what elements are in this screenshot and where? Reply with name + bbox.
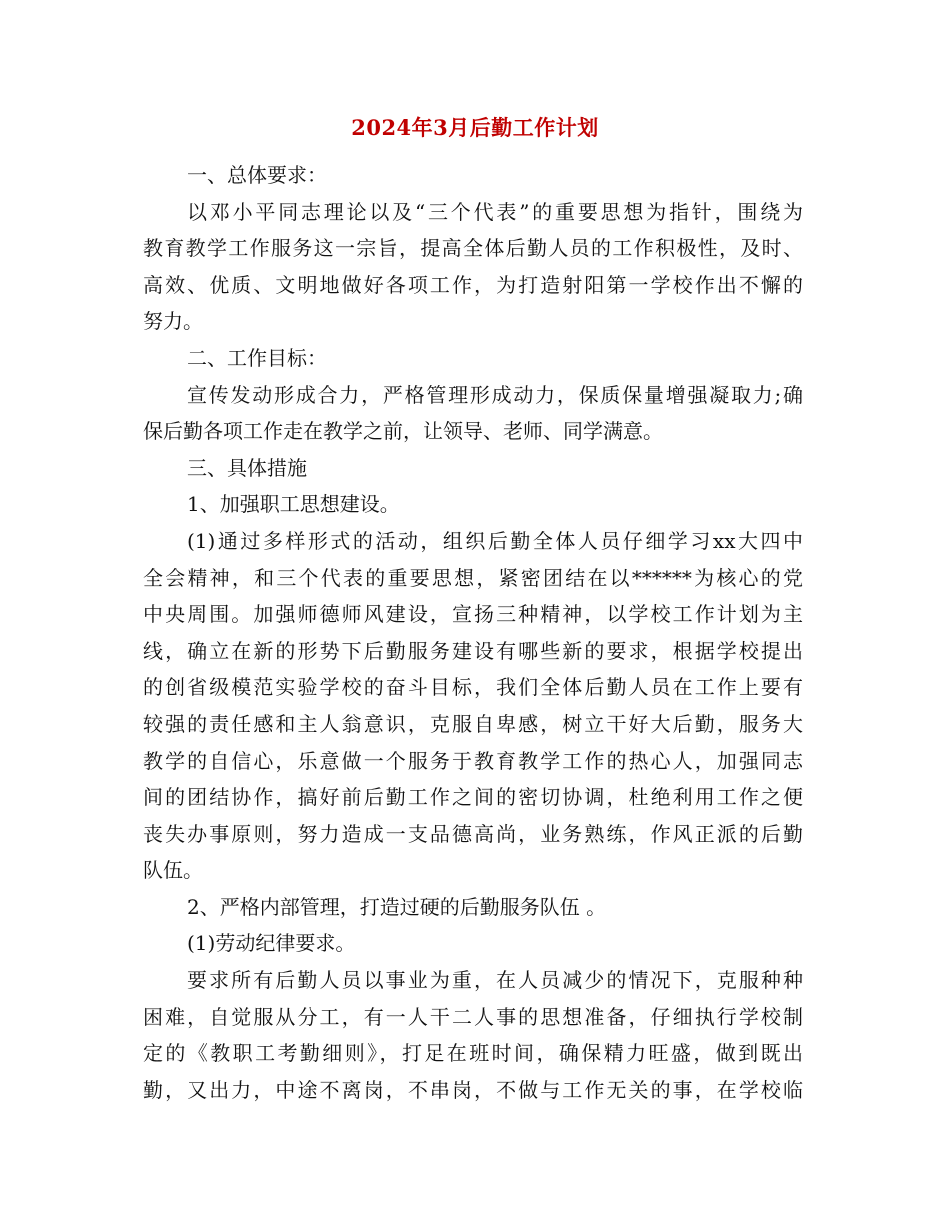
paragraph-line: 高效、优质、文明地做好各项工作，为打造射阳第一学校作出不懈的: [143, 272, 803, 297]
paragraph-line: 以邓小平同志理论以及“三个代表”的重要思想为指针，围绕为: [187, 199, 803, 224]
paragraph-line: 要求所有后勤人员以事业为重，在人员减少的情况下，克服种种: [187, 968, 803, 993]
paragraph-line: 定的《教职工考勤细则》，打足在班时间，确保精力旺盛，做到既出: [143, 1041, 803, 1066]
paragraph-line: 的创省级模范实验学校的奋斗目标，我们全体后勤人员在工作上要有: [143, 675, 803, 700]
paragraph-line: 宣传发动形成合力，严格管理形成动力，保质保量增强凝取力;确: [187, 382, 803, 407]
section-heading-1: 一、总体要求：: [187, 163, 327, 187]
paragraph-line: (1)通过多样形式的活动，组织后勤全体人员仔细学习xx大四中: [187, 528, 803, 553]
subsection-heading-2: 2、严格内部管理，打造过硬的后勤服务队伍 。: [187, 894, 607, 919]
paragraph-line: 教育教学工作服务这一宗旨，提高全体后勤人员的工作积极性，及时、: [143, 236, 803, 261]
paragraph-line: 丧失办事原则，努力造成一支品德高尚，业务熟练，作风正派的后勤: [143, 821, 803, 846]
subsection-heading-1: 1、加强职工思想建设。: [187, 492, 400, 517]
paragraph-line: 间的团结协作，搞好前后勤工作之间的密切协调，杜绝利用工作之便: [143, 785, 803, 810]
paragraph-line: 努力。: [143, 309, 203, 334]
paragraph-line: 保后勤各项工作走在教学之前，让领导、老师、同学满意。: [143, 419, 663, 444]
subsection-heading-3: (1)劳动纪律要求。: [187, 931, 356, 956]
paragraph-line: 困难，自觉服从分工，有一人干二人事的思想准备，仔细执行学校制: [143, 1004, 803, 1029]
document-body: [143, 157, 803, 1108]
paragraph-line: 队伍。: [143, 858, 203, 883]
paragraph-line: 较强的责任感和主人翁意识，克服自卑感，树立干好大后勤，服务大: [143, 711, 803, 736]
paragraph-line: 线，确立在新的形势下后勤服务建设有哪些新的要求，根据学校提出: [143, 638, 803, 663]
paragraph-line: 教学的自信心，乐意做一个服务于教育教学工作的热心人，加强同志: [143, 748, 803, 773]
section-heading-2: 二、工作目标：: [187, 345, 327, 370]
document-title: 2024年3月后勤工作计划: [351, 115, 599, 140]
paragraph-line: 勤，又出力，中途不离岗，不串岗，不做与工作无关的事，在学校临: [143, 1077, 803, 1102]
section-heading-3: 三、具体措施: [187, 455, 307, 480]
paragraph-line: 全会精神，和三个代表的重要思想，紧密团结在以******为核心的党: [143, 565, 803, 590]
paragraph-line: 中央周围。加强师德师风建设，宣扬三种精神，以学校工作计划为主: [143, 602, 803, 627]
